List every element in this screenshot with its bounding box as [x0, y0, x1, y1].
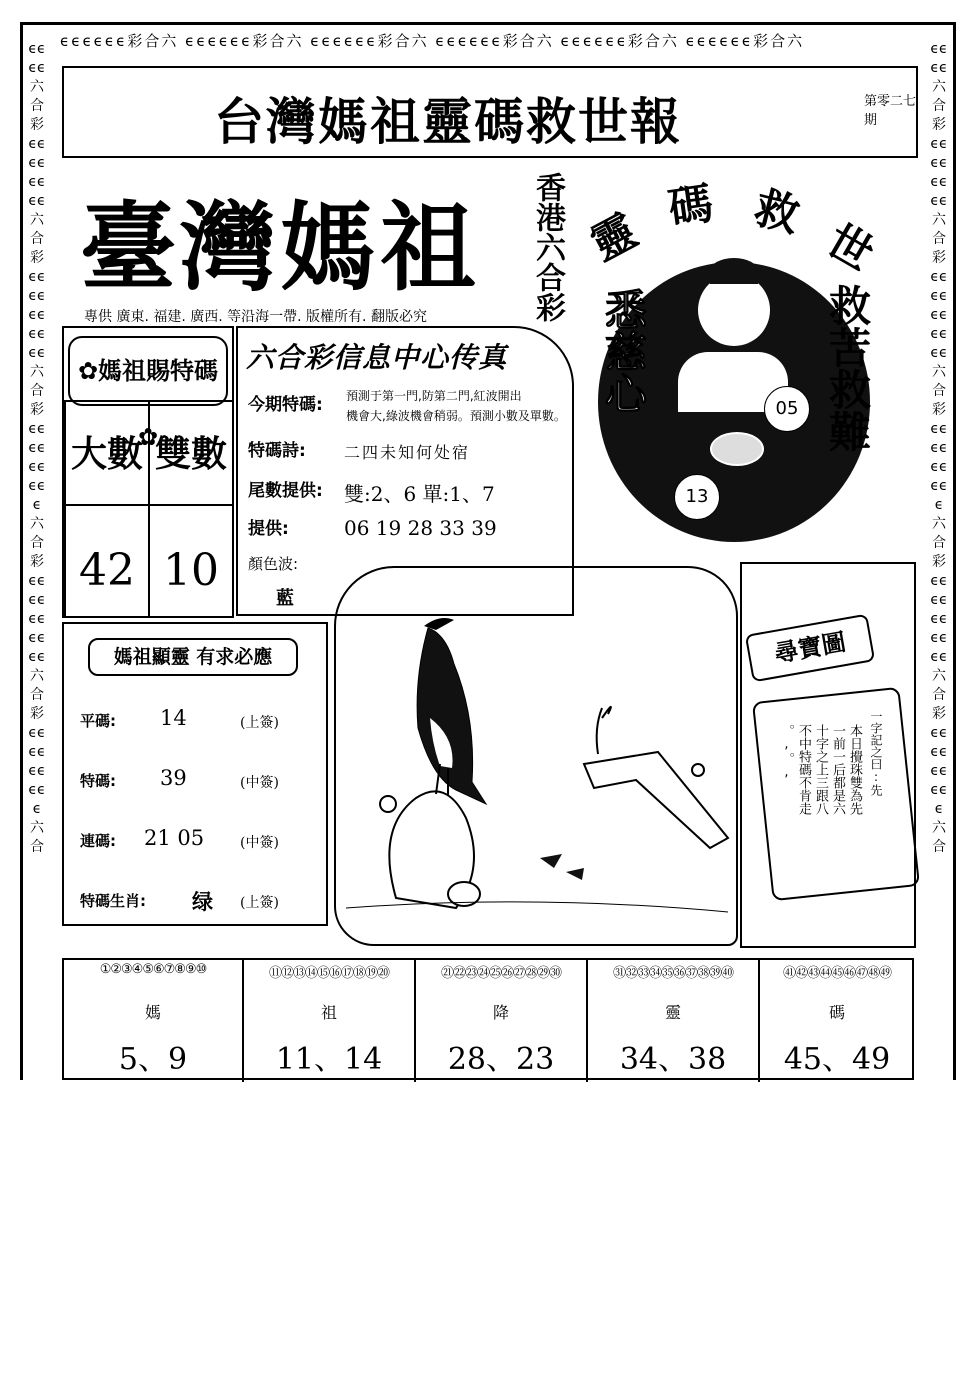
info-heading: 六合彩信息中心传真 — [246, 341, 508, 374]
row-label: 特碼: — [80, 772, 116, 790]
column-char: 靈 — [664, 1003, 681, 1022]
top-border-strip: ϵϵϵϵϵϵ彩合六 ϵϵϵϵϵϵ彩合六 ϵϵϵϵϵϵ彩合六 ϵϵϵϵϵϵ彩合六 ϵϵϵϵϵϵ彩合六 ϵϵϵϵϵϵ彩合六 — [60, 32, 805, 50]
column-char: 降 — [492, 1003, 509, 1022]
masthead-vertical: 香港六合彩 — [530, 172, 565, 322]
row-value: 绿 — [192, 889, 213, 914]
tail-text: 雙:2、6 單:1、7 — [344, 482, 495, 506]
tail-label: 尾數提供: — [248, 481, 323, 501]
buddha-number-2: 13 — [674, 474, 720, 520]
gift-badge-label: 媽祖賜特碼 — [98, 357, 219, 385]
row-label: 連碼: — [80, 832, 116, 850]
bird-illustration — [334, 566, 738, 946]
column-numbers: 5、9 — [118, 1042, 188, 1077]
row-value: 21 05 — [144, 826, 205, 850]
header-title: 台灣媽祖靈碼救世報 — [214, 93, 682, 151]
column-numbers: 28、23 — [447, 1042, 555, 1077]
column-char: 祖 — [320, 1003, 337, 1022]
poem-label: 特碼詩: — [248, 441, 306, 461]
arc-char-2: 碼 — [665, 178, 716, 235]
this-period-text — [346, 386, 566, 426]
bottom-number-strip — [62, 958, 914, 1080]
bottom-column — [64, 960, 244, 1082]
buddha-left-text: 悉慈心 — [599, 288, 648, 414]
special-code-box — [62, 326, 234, 618]
col-big: 大數 — [64, 400, 150, 506]
right-border-strip: ϵϵϵϵ六合彩ϵϵϵϵϵϵϵϵ六合彩ϵϵϵϵϵϵϵϵϵϵ六合彩ϵϵϵϵϵϵϵϵϵ六合彩ϵϵϵϵϵϵϵϵϵϵ六合彩ϵϵϵϵϵϵϵϵϵ六合 — [930, 41, 948, 855]
value-big: 42 — [64, 504, 150, 618]
this-period-line-2: 機會大,綠波機會稍弱。預測小數及單數。 — [346, 409, 566, 423]
poem-line: 本日攪珠雙為先 — [847, 724, 862, 815]
poem-line: 十字之上三跟八 — [813, 724, 828, 815]
treasure-lead: 一字記之曰:先 — [869, 710, 883, 796]
column-circled-numbers: ⑪⑫⑬⑭⑮⑯⑰⑱⑲⑳ — [268, 966, 389, 981]
row-value: 14 — [160, 706, 187, 730]
row-tag: (上簽) — [240, 715, 279, 731]
flower-icon: ✿ — [137, 423, 159, 451]
header-box — [62, 66, 918, 158]
column-char: 媽 — [144, 1003, 161, 1022]
poem-text: 二四未知何处宿 — [344, 443, 471, 462]
treasure-poem — [778, 724, 863, 854]
provide-label: 提供: — [248, 519, 289, 539]
flower-icon: ✿ — [77, 357, 99, 385]
arc-char-1: 靈 — [582, 205, 646, 271]
value-even: 10 — [148, 504, 234, 618]
poem-line: 不中特碼不肯走 — [796, 724, 811, 815]
column-circled-numbers: ㉑㉒㉓㉔㉕㉖㉗㉘㉙㉚ — [440, 966, 561, 981]
row-tag: (上簽) — [240, 895, 279, 911]
poem-line: 一前一后都是六 — [830, 724, 845, 815]
arc-char-3: 救 — [749, 182, 805, 243]
provide-text: 06 19 28 33 39 — [344, 516, 497, 540]
row-label: 特碼生肖: — [80, 892, 146, 910]
row-tag: (中簽) — [240, 835, 279, 851]
masthead-title: 臺灣媽祖 — [80, 192, 480, 304]
column-numbers: 45、49 — [783, 1042, 891, 1077]
buddha-right-text: 救苦救難 — [823, 284, 872, 452]
column-circled-numbers: ㉛㉜㉝㉞㉟㊱㊲㊳㊴㊵ — [612, 966, 733, 981]
arc-char-4: 世 — [817, 214, 882, 281]
column-numbers: 11、14 — [275, 1042, 383, 1077]
column-circled-numbers: ①②③④⑤⑥⑦⑧⑨⑩ — [99, 962, 207, 977]
color-value: 藍 — [276, 588, 294, 609]
row-label: 平碼: — [80, 712, 116, 730]
bottom-column — [416, 960, 588, 1082]
issue-number: 第零二七期 — [864, 94, 917, 128]
left-border-strip: ϵϵϵϵ六合彩ϵϵϵϵϵϵϵϵ六合彩ϵϵϵϵϵϵϵϵϵϵ六合彩ϵϵϵϵϵϵϵϵϵ六合彩ϵϵϵϵϵϵϵϵϵϵ六合彩ϵϵϵϵϵϵϵϵϵ六合 — [28, 41, 46, 855]
ushnisha-icon — [710, 258, 758, 284]
treasure-title: 尋寶圖 — [745, 614, 875, 683]
buddha-head-icon — [698, 274, 770, 346]
bottom-column — [760, 960, 914, 1082]
buddha-number-1: 05 — [764, 386, 810, 432]
column-circled-numbers: ㊶㊷㊸㊹㊺㊻㊼㊽㊾ — [782, 966, 891, 981]
bottom-column — [244, 960, 416, 1082]
column-char: 碼 — [828, 1003, 845, 1022]
provinces-line: 專供 廣東. 福建. 廣西. 等沿海一帶. 版權所有. 翻版必究 — [84, 309, 427, 325]
column-numbers: 34、38 — [619, 1042, 727, 1077]
this-period-label: 今期特碼: — [248, 395, 323, 415]
gift-badge — [68, 336, 228, 451]
col-even: 雙數 — [148, 400, 234, 506]
this-period-line-1: 預測于第一門,防第二門,紅波開出 — [346, 389, 522, 403]
treasure-map-box — [740, 562, 916, 948]
row-value: 39 — [160, 766, 187, 790]
bottom-column — [588, 960, 760, 1082]
manifest-box — [62, 622, 328, 926]
poem-line: 。,。, — [779, 724, 794, 780]
manifest-badge: 媽祖顯靈 有求必應 — [88, 638, 298, 676]
color-label: 顏色波: — [248, 555, 299, 573]
bird-drawing — [336, 568, 736, 944]
row-tag: (中簽) — [240, 775, 279, 791]
alms-bowl-icon — [710, 432, 764, 466]
